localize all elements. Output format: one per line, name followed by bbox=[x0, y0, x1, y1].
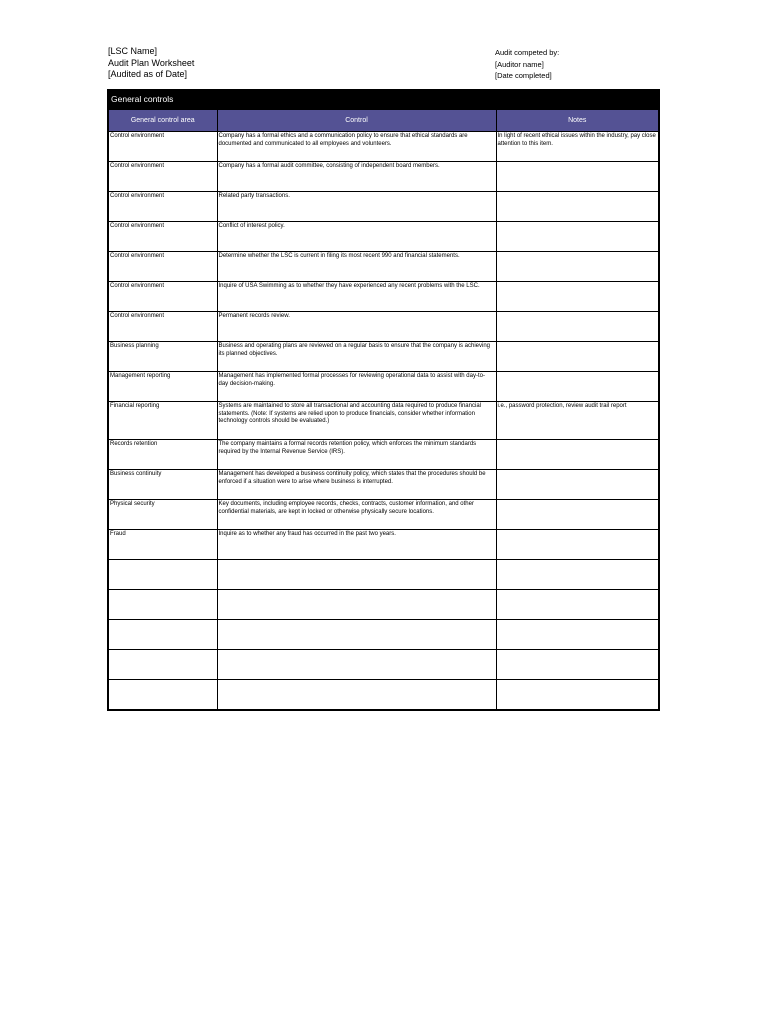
table-row bbox=[109, 650, 658, 680]
table-row bbox=[109, 500, 658, 530]
table-row bbox=[109, 282, 658, 312]
cell-control-area[interactable]: Fraud bbox=[109, 530, 217, 560]
worksheet-header-left bbox=[108, 46, 194, 81]
cell-control[interactable]: Company has a formal audit committee, consisting of independent board members. bbox=[217, 162, 496, 192]
general-controls-sheet bbox=[107, 89, 660, 711]
lsc-name: [LSC Name] bbox=[108, 46, 158, 56]
cell-control-area[interactable]: Management reporting bbox=[109, 372, 217, 402]
cell-control[interactable]: Related party transactions. bbox=[217, 192, 496, 222]
cell-control-area[interactable] bbox=[109, 680, 217, 710]
cell-notes[interactable] bbox=[496, 500, 658, 530]
table-row bbox=[109, 162, 658, 192]
cell-control-area[interactable]: Business planning bbox=[109, 342, 217, 372]
table-row bbox=[109, 252, 658, 282]
cell-control[interactable] bbox=[217, 650, 496, 680]
cell-control[interactable]: Inquire as to whether any fraud has occurred in the past two years. bbox=[217, 530, 496, 560]
section-title: General controls bbox=[109, 91, 658, 109]
cell-notes[interactable] bbox=[496, 530, 658, 560]
auditor-name: [Auditor name] bbox=[495, 59, 544, 69]
cell-notes[interactable] bbox=[496, 560, 658, 590]
worksheet-header-right bbox=[495, 47, 559, 82]
cell-control[interactable]: Management has implemented formal processes for reviewing operational data to assist with day-to-day decision-making. bbox=[217, 372, 496, 402]
cell-notes[interactable] bbox=[496, 222, 658, 252]
cell-control[interactable]: Conflict of interest policy. bbox=[217, 222, 496, 252]
cell-notes[interactable] bbox=[496, 312, 658, 342]
cell-notes[interactable] bbox=[496, 372, 658, 402]
cell-control-area[interactable]: Control environment bbox=[109, 162, 217, 192]
cell-control[interactable]: The company maintains a formal records retention policy, which enforces the minimum standards required by the Internal Revenue Service (IRS). bbox=[217, 440, 496, 470]
cell-notes[interactable] bbox=[496, 252, 658, 282]
cell-control-area[interactable] bbox=[109, 560, 217, 590]
table-row bbox=[109, 222, 658, 252]
cell-notes[interactable] bbox=[496, 162, 658, 192]
cell-control[interactable] bbox=[217, 680, 496, 710]
table-row bbox=[109, 680, 658, 710]
cell-control[interactable] bbox=[217, 590, 496, 620]
cell-notes[interactable]: i.e., password protection, review audit trail report bbox=[496, 402, 658, 440]
table-row bbox=[109, 132, 658, 162]
table-row bbox=[109, 342, 658, 372]
table-row bbox=[109, 440, 658, 470]
column-header-notes: Notes bbox=[496, 110, 658, 132]
cell-control-area[interactable]: Business continuity bbox=[109, 470, 217, 500]
cell-control-area[interactable] bbox=[109, 650, 217, 680]
column-header-control: Control bbox=[217, 110, 496, 132]
column-header-area: General control area bbox=[109, 110, 217, 132]
cell-control[interactable]: Key documents, including employee records, checks, contracts, customer information, and other confidential materials, are kept in locked or otherwise physically secure locations. bbox=[217, 500, 496, 530]
table-row bbox=[109, 192, 658, 222]
cell-control[interactable]: Permanent records review. bbox=[217, 312, 496, 342]
general-controls-table bbox=[109, 109, 658, 709]
table-row bbox=[109, 590, 658, 620]
table-row bbox=[109, 530, 658, 560]
table-row bbox=[109, 560, 658, 590]
cell-control-area[interactable]: Physical security bbox=[109, 500, 217, 530]
audit-completed-by-label: Audit competed by: bbox=[495, 48, 560, 57]
cell-notes[interactable]: In light of recent ethical issues within the industry, pay close attention to this item. bbox=[496, 132, 658, 162]
cell-notes[interactable] bbox=[496, 620, 658, 650]
table-row bbox=[109, 470, 658, 500]
cell-notes[interactable] bbox=[496, 470, 658, 500]
cell-control-area[interactable]: Control environment bbox=[109, 192, 217, 222]
table-row bbox=[109, 312, 658, 342]
cell-control-area[interactable] bbox=[109, 620, 217, 650]
table-row bbox=[109, 402, 658, 440]
date-completed: [Date completed] bbox=[495, 71, 552, 80]
cell-control-area[interactable]: Control environment bbox=[109, 132, 217, 162]
cell-notes[interactable] bbox=[496, 342, 658, 372]
cell-control-area[interactable]: Control environment bbox=[109, 312, 217, 342]
cell-control[interactable]: Systems are maintained to store all transactional and accounting data required to produce financial statements. (Note: If systems are relied upon to produce financials, consider whether information technology controls should be evaluated.) bbox=[217, 402, 496, 440]
cell-control-area[interactable]: Financial reporting bbox=[109, 402, 217, 440]
cell-control[interactable]: Business and operating plans are reviewed on a regular basis to ensure that the company is achieving its planned objectives. bbox=[217, 342, 496, 372]
table-header-row bbox=[109, 110, 658, 132]
cell-notes[interactable] bbox=[496, 590, 658, 620]
cell-control[interactable] bbox=[217, 620, 496, 650]
cell-notes[interactable] bbox=[496, 192, 658, 222]
cell-control[interactable]: Determine whether the LSC is current in filing its most recent 990 and financial statements. bbox=[217, 252, 496, 282]
cell-control-area[interactable]: Control environment bbox=[109, 222, 217, 252]
cell-control-area[interactable]: Control environment bbox=[109, 282, 217, 312]
table-row bbox=[109, 372, 658, 402]
cell-control-area[interactable] bbox=[109, 590, 217, 620]
cell-notes[interactable] bbox=[496, 440, 658, 470]
cell-notes[interactable] bbox=[496, 680, 658, 710]
cell-control-area[interactable]: Records retention bbox=[109, 440, 217, 470]
cell-control[interactable]: Company has a formal ethics and a communication policy to ensure that ethical standards are documented and communicated to all employees and volunteers. bbox=[217, 132, 496, 162]
cell-control-area[interactable]: Control environment bbox=[109, 252, 217, 282]
worksheet-title: Audit Plan Worksheet bbox=[108, 57, 195, 68]
cell-control[interactable] bbox=[217, 560, 496, 590]
audited-as-of-date: [Audited as of Date] bbox=[108, 69, 188, 79]
table-row bbox=[109, 620, 658, 650]
cell-control[interactable]: Management has developed a business continuity policy, which states that the procedures should be enforced if a situation were to arise where business is interrupted. bbox=[217, 470, 496, 500]
cell-notes[interactable] bbox=[496, 282, 658, 312]
cell-notes[interactable] bbox=[496, 650, 658, 680]
cell-control[interactable]: Inquire of USA Swimming as to whether they have experienced any recent problems with the LSC. bbox=[217, 282, 496, 312]
